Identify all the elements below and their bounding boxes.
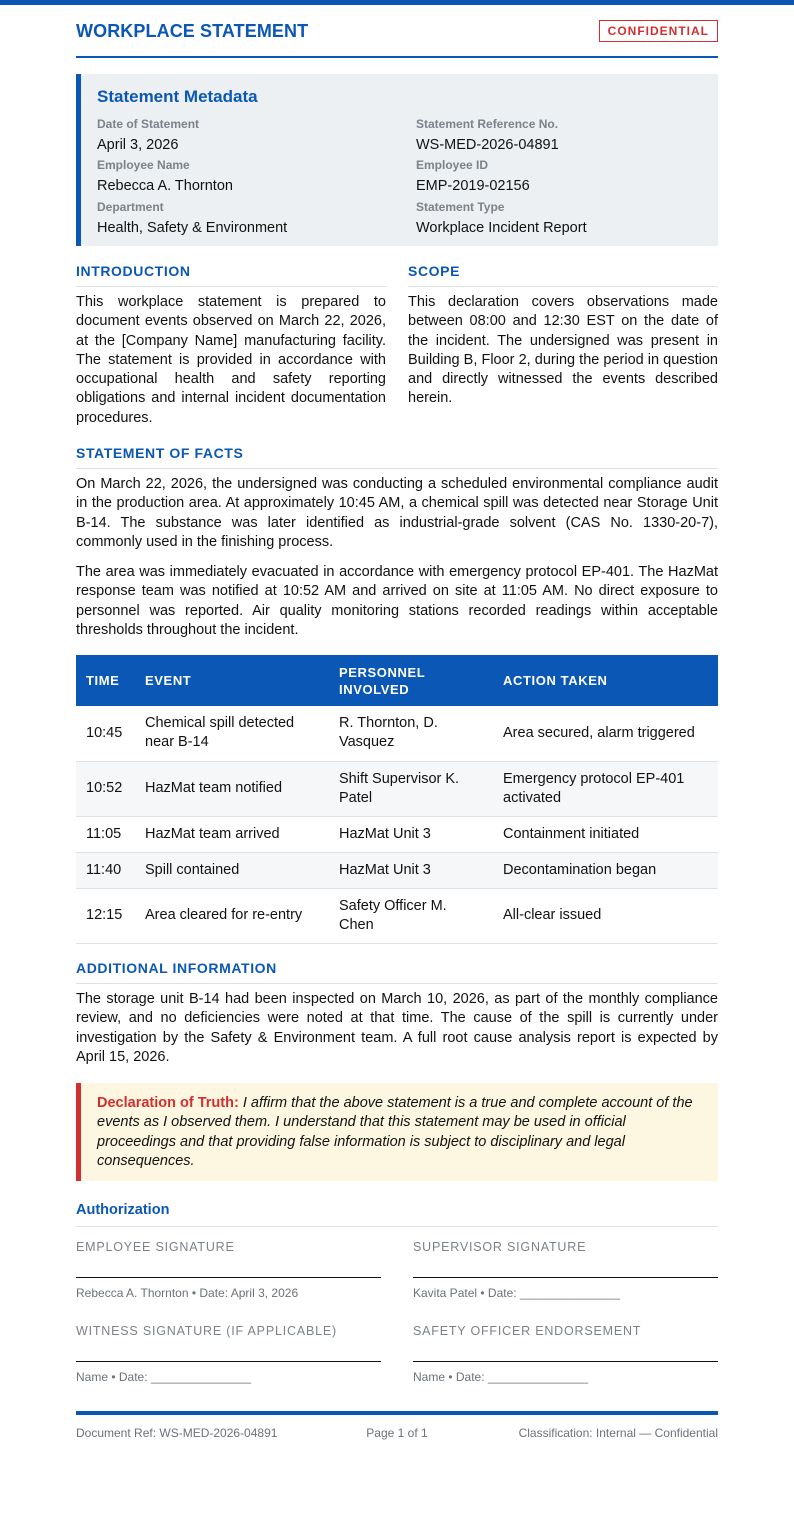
cell-action: All-clear issued [493, 888, 718, 943]
meta-field-employee-name [97, 158, 397, 196]
meta-label: Department [97, 200, 164, 214]
cell-personnel: R. Thornton, D. Vasquez [329, 706, 493, 761]
meta-field-date [97, 117, 397, 155]
signature-caption: Kavita Patel • Date: _______________ [413, 1286, 621, 1300]
footer-document-ref: Document Ref: WS-MED-2026-04891 [76, 1426, 278, 1440]
cell-personnel: HazMat Unit 3 [329, 816, 493, 852]
meta-label: Date of Statement [97, 117, 200, 131]
footer-page-number: Page 1 of 1 [366, 1426, 428, 1440]
cell-personnel: Safety Officer M. Chen [329, 888, 493, 943]
meta-value: WS-MED-2026-04891 [416, 137, 559, 153]
signature-label: WITNESS SIGNATURE (IF APPLICABLE) [76, 1324, 337, 1338]
meta-field-department [97, 200, 397, 238]
metadata-title: Statement Metadata [97, 87, 258, 106]
column-header-personnel: PERSONNEL INVOLVED [329, 655, 493, 706]
statement-metadata-panel [76, 74, 718, 246]
column-header-time: TIME [76, 655, 135, 706]
cell-time: 10:45 [76, 706, 135, 761]
table-row [76, 888, 718, 943]
cell-time: 11:40 [76, 852, 135, 888]
column-header-action: ACTION TAKEN [493, 655, 718, 706]
top-accent-bar [0, 0, 794, 5]
signature-line[interactable] [413, 1277, 718, 1278]
meta-label: Employee ID [416, 158, 489, 172]
signature-label: SAFETY OFFICER ENDORSEMENT [413, 1324, 642, 1338]
meta-label: Employee Name [97, 158, 190, 172]
declaration-text: I affirm that the above statement is a true and complete account of the events as I observed them. I understand that this statement may be used in official proceedings and that providing false information is subject to disciplinary and legal consequences. [97, 1095, 693, 1169]
facts-paragraph: The area was immediately evacuated in accordance with emergency protocol EP-401. The HazMat response team was notified at 10:52 AM and arrived on site at 11:05 AM. No direct exposure to personnel was reported. Air quality monitoring stations recorded readings within acceptable thresholds throughout the incident. [76, 564, 718, 638]
facts-paragraph: On March 22, 2026, the undersigned was conducting a scheduled environmental compliance audit in the production area. At approximately 10:45 AM, a chemical spill was detected near Storage Unit B-14. The substance was later identified as industrial-grade solvent (CAS No. 1330-20-7), commonly used in the finishing process. [76, 476, 718, 550]
signature-line[interactable] [76, 1277, 381, 1278]
meta-value: EMP-2019-02156 [416, 178, 530, 194]
introduction-heading: INTRODUCTION [76, 263, 386, 287]
table-row [76, 816, 718, 852]
signature-caption: Name • Date: _______________ [76, 1370, 252, 1384]
signature-label: SUPERVISOR SIGNATURE [413, 1240, 587, 1254]
signature-label: EMPLOYEE SIGNATURE [76, 1240, 235, 1254]
cell-time: 10:52 [76, 761, 135, 816]
signature-line[interactable] [413, 1361, 718, 1362]
meta-value: April 3, 2026 [97, 137, 179, 153]
signature-caption: Name • Date: _______________ [413, 1370, 589, 1384]
meta-value: Health, Safety & Environment [97, 220, 288, 236]
cell-time: 11:05 [76, 816, 135, 852]
cell-event: HazMat team arrived [135, 816, 329, 852]
incident-timeline-table [76, 655, 718, 944]
signature-caption: Rebecca A. Thornton • Date: April 3, 2026 [76, 1286, 299, 1300]
signature-line[interactable] [76, 1361, 381, 1362]
confidential-badge: CONFIDENTIAL [599, 20, 718, 42]
footer-classification: Classification: Internal — Confidential [518, 1426, 718, 1440]
footer-divider [76, 1411, 718, 1415]
signature-block-supervisor [413, 1240, 718, 1300]
additional-info-text: The storage unit B-14 had been inspected on March 10, 2026, as part of the monthly compliance review, and no deficiencies were noted at that time. The cause of the spill is currently under investigation by the Safety & Environment team. A full root cause analysis report is expected by April 15, 2026. [76, 991, 718, 1065]
cell-action: Emergency protocol EP-401 activated [493, 761, 718, 816]
page-title: WORKPLACE STATEMENT [76, 21, 309, 41]
table-header-row [76, 655, 718, 706]
document-header [76, 20, 718, 58]
cell-action: Containment initiated [493, 816, 718, 852]
scope-heading: SCOPE [408, 263, 718, 287]
introduction-text: This workplace statement is prepared to document events observed on March 22, 2026, at the [Company Name] manufacturing facility. The statement is provided in accordance with occupational health and safety reporting obligations and internal incident documentation procedures. [76, 294, 386, 426]
authorization-heading: Authorization [76, 1202, 718, 1227]
cell-personnel: Shift Supervisor K. Patel [329, 761, 493, 816]
cell-time: 12:15 [76, 888, 135, 943]
declaration-of-truth-box [76, 1083, 718, 1181]
signature-block-witness [76, 1324, 381, 1384]
cell-action: Decontamination began [493, 852, 718, 888]
meta-field-statement-type [416, 200, 716, 238]
table-row [76, 706, 718, 761]
cell-event: Chemical spill detected near B-14 [135, 706, 329, 761]
scope-text: This declaration covers observations made between 08:00 and 12:30 EST on the date of the incident. The undersigned was present in Building B, Floor 2, during the period in question and directly witnessed the events described herein. [408, 294, 718, 407]
facts-heading: STATEMENT OF FACTS [76, 445, 718, 469]
signature-block-employee [76, 1240, 381, 1300]
meta-field-reference [416, 117, 716, 155]
table-row [76, 852, 718, 888]
meta-value: Workplace Incident Report [416, 220, 587, 236]
signature-block-safety-officer [413, 1324, 718, 1384]
declaration-label: Declaration of Truth: [97, 1095, 239, 1111]
meta-field-employee-id [416, 158, 716, 196]
cell-action: Area secured, alarm triggered [493, 706, 718, 761]
meta-value: Rebecca A. Thornton [97, 178, 233, 194]
cell-event: Area cleared for re-entry [135, 888, 329, 943]
cell-event: Spill contained [135, 852, 329, 888]
meta-label: Statement Type [416, 200, 505, 214]
table-row [76, 761, 718, 816]
meta-label: Statement Reference No. [416, 117, 559, 131]
additional-info-heading: ADDITIONAL INFORMATION [76, 960, 718, 984]
column-header-event: EVENT [135, 655, 329, 706]
cell-event: HazMat team notified [135, 761, 329, 816]
cell-personnel: HazMat Unit 3 [329, 852, 493, 888]
